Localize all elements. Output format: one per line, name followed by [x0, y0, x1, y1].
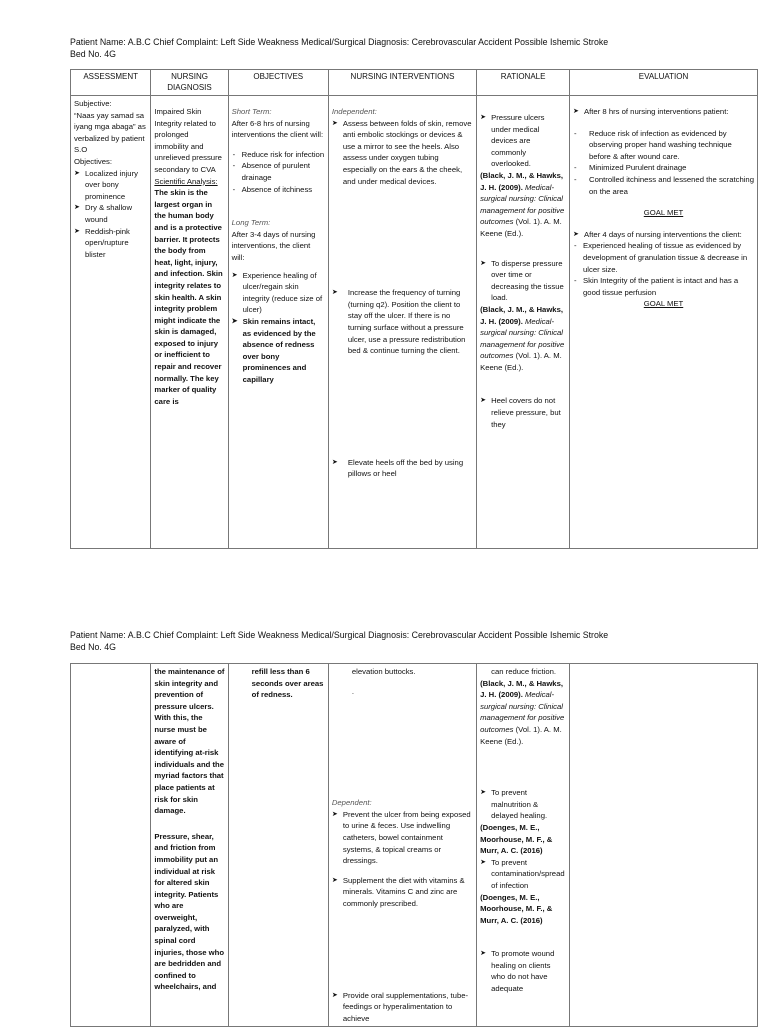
dependent-list-2: [332, 875, 473, 910]
rationale-item-cont: can reduce friction.: [491, 667, 557, 676]
citation-doenges: (Doenges, M. E., Moorhouse, M. F., & Murr, A. C. (2016): [480, 892, 553, 925]
list-item: ➤ To disperse pressure over time or decreasing the tissue load.: [480, 258, 566, 304]
diagnosis-cell-cont: [151, 664, 228, 1027]
diagnosis-statement: Impaired Skin Integrity related to prolonged immobility and unrelieved pressure secondary to CVA: [154, 107, 222, 174]
list-item: ➤ After 4 days of nursing interventions the client:: [573, 229, 754, 241]
objectives-cell: [228, 96, 328, 549]
col-header-nursing-interventions: NURSING INTERVENTIONS: [328, 70, 476, 96]
list-item: ➤ To prevent contamination/spread of infection: [480, 857, 566, 892]
interventions-cell-cont: [328, 664, 476, 1027]
rationale-cell: [477, 96, 570, 549]
independent-label: Independent:: [331, 107, 377, 116]
dependent-label: Dependent:: [331, 798, 372, 808]
list-item: ➤ Experience healing of ulcer/regain skin integrity (reduce size of ulcer): [232, 270, 325, 316]
subjective-label: Subjective:: [74, 99, 112, 108]
evaluation-cell-cont: [570, 664, 758, 1027]
list-item: ➤ Pressure ulcers under medical devices are commonly overlooked.: [480, 112, 566, 170]
long-term-list: [232, 270, 325, 386]
table-row: [71, 96, 758, 549]
scientific-analysis-label: Scientific Analysis:: [154, 176, 218, 186]
list-item: ➤ Reddish-pink open/rupture blister: [74, 226, 147, 261]
evaluation-list: [573, 106, 754, 118]
citation-doenges: (Doenges, M. E., Moorhouse, M. F., & Murr, A. C. (2016): [480, 822, 553, 856]
citation: (Black, J. M., & Hawks, J. H. (2009). Medical-surgical nursing: Clinical management for positive outcomes (Vol. 1). A. M. Keene (Ed.).: [480, 170, 565, 238]
list-item: ➤ Heel covers do not relieve pressure, but they: [480, 395, 566, 430]
rationale-cell-cont: [477, 664, 570, 1027]
list-item: ➤ Assess between folds of skin, remove anti embolic stockings or devices & use a mirror to see the heels. Also assess under oxygen tubing especially on the ears & the cheek, and under medical devices.: [332, 118, 473, 188]
list-item: ➤ To prevent malnutrition & delayed healing.: [480, 787, 566, 822]
patient-info-line: Patient Name: A.B.C Chief Complaint: Left Side Weakness Medical/Surgical Diagnosis: Cerebrovascular Accident Possible Ishemic Stroke: [70, 37, 609, 47]
col-header-nursing-diagnosis: NURSING DIAGNOSIS: [151, 70, 228, 96]
long-term-intro: After 3-4 days of nursing interventions, the client will:: [231, 229, 316, 262]
list-item: - Controlled itchiness and lessened the scratching on the area: [573, 174, 754, 197]
intervention-dot: .: [351, 686, 354, 696]
rationale-list: [480, 112, 566, 170]
bed-number: Bed No. 4G: [70, 49, 116, 59]
subjective-quote: “Naas yay samad sa iyang mga abaga” as verbalized by patient S.O: [74, 110, 146, 155]
objective-label: Objectives:: [74, 156, 113, 166]
assessment-cell: [71, 96, 151, 549]
table-header-row: [71, 70, 758, 96]
page-header-top: [70, 36, 750, 60]
list-item: - Experienced healing of tissue as evidenced by development of granulation tissue & decrease in ulcer size.: [573, 240, 754, 275]
short-term-label: Short Term:: [231, 107, 272, 116]
col-header-rationale: RATIONALE: [477, 70, 570, 96]
interventions-cell: [328, 96, 476, 549]
citation: (Black, J. M., & Hawks, J. H. (2009). Medical-surgical nursing: Clinical management for positive outcomes (Vol. 1). A. M. Keene (Ed.).: [480, 304, 565, 372]
scientific-analysis-text: The skin is the largest organ in the human body and is a protective barrier. It protects the body from heat, light, injury, and infection. Skin integrity relates to skin health. A skin integrity problem might indicate the skin is damaged, exposed to injury or inefficient to repair and recover normally. The key marker of quality care is: [154, 188, 223, 406]
col-header-objectives: OBJECTIVES: [228, 70, 328, 96]
list-item: - Absence of itchiness: [232, 184, 325, 196]
rationale-list-3: [480, 395, 566, 430]
list-item: ➤ Increase the frequency of turning (turning q2). Position the client to stay off the ulcer. If there is no turning surface without a pressure ulcer, use a pressure redistribution bed & continue turning the client.: [332, 287, 473, 357]
col-header-evaluation: EVALUATION: [570, 70, 758, 96]
list-item: ➤ Localized injury over bony prominence: [74, 168, 147, 203]
rationale-list-5: [480, 857, 566, 892]
col-header-assessment: ASSESSMENT: [71, 70, 151, 96]
care-plan-table-top: [70, 69, 758, 549]
evaluation-items-1: [573, 128, 754, 198]
independent-list-2: [332, 287, 473, 357]
list-item: ➤ Prevent the ulcer from being exposed to urine & feces. Use indwelling catheters, bowel containment systems, & topical creams or dressings.: [332, 809, 473, 867]
list-item: ➤ After 8 hrs of nursing interventions patient:: [573, 106, 754, 118]
page-header-bottom: [70, 629, 750, 653]
list-item: ➤ Supplement the diet with vitamins & minerals. Vitamins C and zinc are commonly prescribed.: [332, 875, 473, 910]
goal-met-label: GOAL MET: [643, 299, 684, 309]
table-row: [71, 664, 758, 1027]
goal-met-label: GOAL MET: [643, 208, 684, 218]
assessment-cell-cont: [71, 664, 151, 1027]
dependent-list-3: [332, 990, 473, 1025]
list-item: ➤ Elevate heels off the bed by using pillows or heel: [332, 457, 473, 480]
short-term-list: [232, 149, 325, 195]
list-item: - Absence of purulent drainage: [232, 160, 325, 183]
list-item: - Reduce risk for infection: [232, 149, 325, 161]
list-item: - Skin Integrity of the patient is intact and has a good tissue perfusion: [573, 275, 754, 298]
list-item: ➤ Skin remains intact, as evidenced by the absence of redness over bony prominences and capillary: [232, 316, 325, 386]
scientific-analysis-para2: Pressure, shear, and friction from immobility put an individual at risk for altered skin integrity. Patients who are overweight, paralyzed, with spinal cord injuries, those who are bedridden and confined to wheelchairs, and: [154, 831, 225, 992]
rationale-list-6: [480, 948, 566, 994]
list-item: - Reduce risk of infection as evidenced by observing proper hand washing technique before & after wound care.: [573, 128, 754, 163]
evaluation-list-2: [573, 229, 754, 241]
objective-list: [74, 168, 147, 261]
list-item: ➤ Provide oral supplementations, tube-feedings or hyperalimentation to achieve: [332, 990, 473, 1025]
list-item: ➤ To promote wound healing on clients who do not have adequate: [480, 948, 566, 994]
short-term-intro: After 6-8 hrs of nursing interventions the client will:: [231, 118, 324, 140]
scientific-analysis-cont: the maintenance of skin integrity and prevention of pressure ulcers. With this, the nurse must be aware of identifying at-risk individuals and the myriad factors that place patients at risk for skin damage.: [154, 667, 225, 816]
objectives-cell-cont: [228, 664, 328, 1027]
care-plan-table-bottom: [70, 663, 758, 1027]
evaluation-items-2: [573, 240, 754, 298]
independent-list: [332, 118, 473, 188]
evaluation-cell: [570, 96, 758, 549]
citation: (Black, J. M., & Hawks, J. H. (2009). Medical-surgical nursing: Clinical management for positive outcomes (Vol. 1). A. M. Keene (Ed.).: [480, 678, 565, 746]
rationale-list-4: [480, 787, 566, 822]
rationale-list-2: [480, 258, 566, 304]
long-term-label: Long Term:: [231, 218, 271, 228]
long-term-item-cont: refill less than 6 seconds over areas of redness.: [251, 667, 324, 700]
independent-list-3: [332, 457, 473, 480]
diagnosis-cell: [151, 96, 228, 549]
bed-number: Bed No. 4G: [70, 642, 116, 652]
intervention-item-cont: elevation buttocks.: [351, 667, 416, 676]
list-item: ➤ Dry & shallow wound: [74, 202, 147, 225]
patient-info-line: Patient Name: A.B.C Chief Complaint: Left Side Weakness Medical/Surgical Diagnosis: Cerebrovascular Accident Possible Ishemic Stroke: [70, 630, 609, 640]
dependent-list: [332, 809, 473, 867]
list-item: - Minimized Purulent drainage: [573, 162, 754, 174]
